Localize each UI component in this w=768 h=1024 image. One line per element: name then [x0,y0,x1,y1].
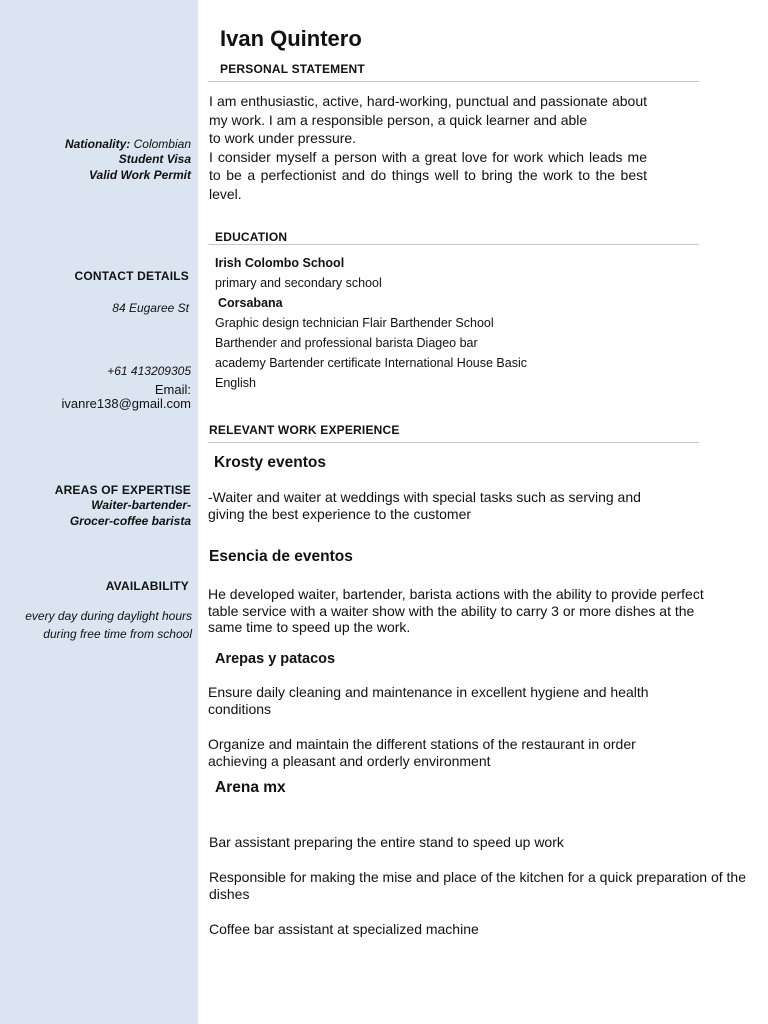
expertise-heading: AREAS OF EXPERTISE [54,483,191,497]
personal-statement [209,92,647,204]
education-detail: academy Bartender certificate International House Basic [215,356,527,370]
candidate-name: Ivan Quintero [220,26,362,51]
work-permit: Valid Work Permit [88,168,191,182]
experience-rule [208,442,699,443]
email-label: Email: [154,382,191,397]
availability-line-1: every day during daylight hours [25,609,192,623]
job-desc-arepas-2: Organize and maintain the different stations of the restaurant in order achieving a pleasant and orderly environment [208,736,636,769]
experience-heading: RELEVANT WORK EXPERIENCE [209,423,400,437]
education-school-1: Irish Colombo School [215,256,345,270]
availability-line-2: during free time from school [43,627,192,641]
education-detail: primary and secondary school [215,276,382,290]
availability-heading: AVAILABILITY [105,579,189,593]
job-desc-arepas-1: Ensure daily cleaning and maintenance in excellent hygiene and health conditions [208,684,649,717]
contact-heading: CONTACT DETAILS [74,269,189,283]
statement-heading: PERSONAL STATEMENT [220,62,365,76]
education-detail: Graphic design technician Flair Barthender School [215,316,494,330]
education-detail: English [215,376,256,390]
education-heading: EDUCATION [215,230,288,244]
job-desc-krosty: -Waiter and waiter at weddings with special tasks such as serving and giving the best experience to the customer [208,489,641,522]
job-title-arena: Arena mx [215,779,286,796]
visa-status: Student Visa [118,152,191,166]
job-desc-arena-3: Coffee bar assistant at specialized machine [209,921,479,937]
expertise-line-1: Waiter-bartender- [91,498,191,512]
job-title-arepas: Arepas y patacos [215,651,336,667]
nationality-label: Nationality: [64,137,131,151]
job-desc-esencia: He developed waiter, bartender, barista actions with the ability to provide perfect table service with a waiter show with the ability to carry 3 or more dishes at the same time to speed up the work. [208,586,704,635]
job-title-esencia: Esencia de eventos [209,548,353,565]
statement-para-1: I am enthusiastic, active, hard-working, punctual and passionate about my work. I am a responsible person, a quick learner and able [209,93,647,128]
education-rule [208,244,699,245]
address: 84 Eugaree St [112,301,189,315]
nationality-value: Colombian [133,137,191,151]
education-school-2: Corsabana [218,296,283,310]
email[interactable]: ivanre138@gmail.com [61,396,191,411]
statement-para-2: to work under pressure. [209,130,357,147]
job-title-krosty: Krosty eventos [214,454,326,471]
education-detail: Barthender and professional barista Diageo bar [215,336,478,350]
statement-rule [208,81,699,82]
statement-para-3: I consider myself a person with a great love for work which leads me to be a perfectionist and do things well to bring the work to the best level. [209,148,647,202]
phone: +61 413209305 [107,364,191,378]
job-desc-arena-2: Responsible for making the mise and place of the kitchen for a quick preparation of the dishes [209,869,746,902]
nationality-line [65,137,191,152]
expertise-line-2: Grocer-coffee barista [69,514,191,528]
job-desc-arena-1: Bar assistant preparing the entire stand to speed up work [209,834,564,850]
